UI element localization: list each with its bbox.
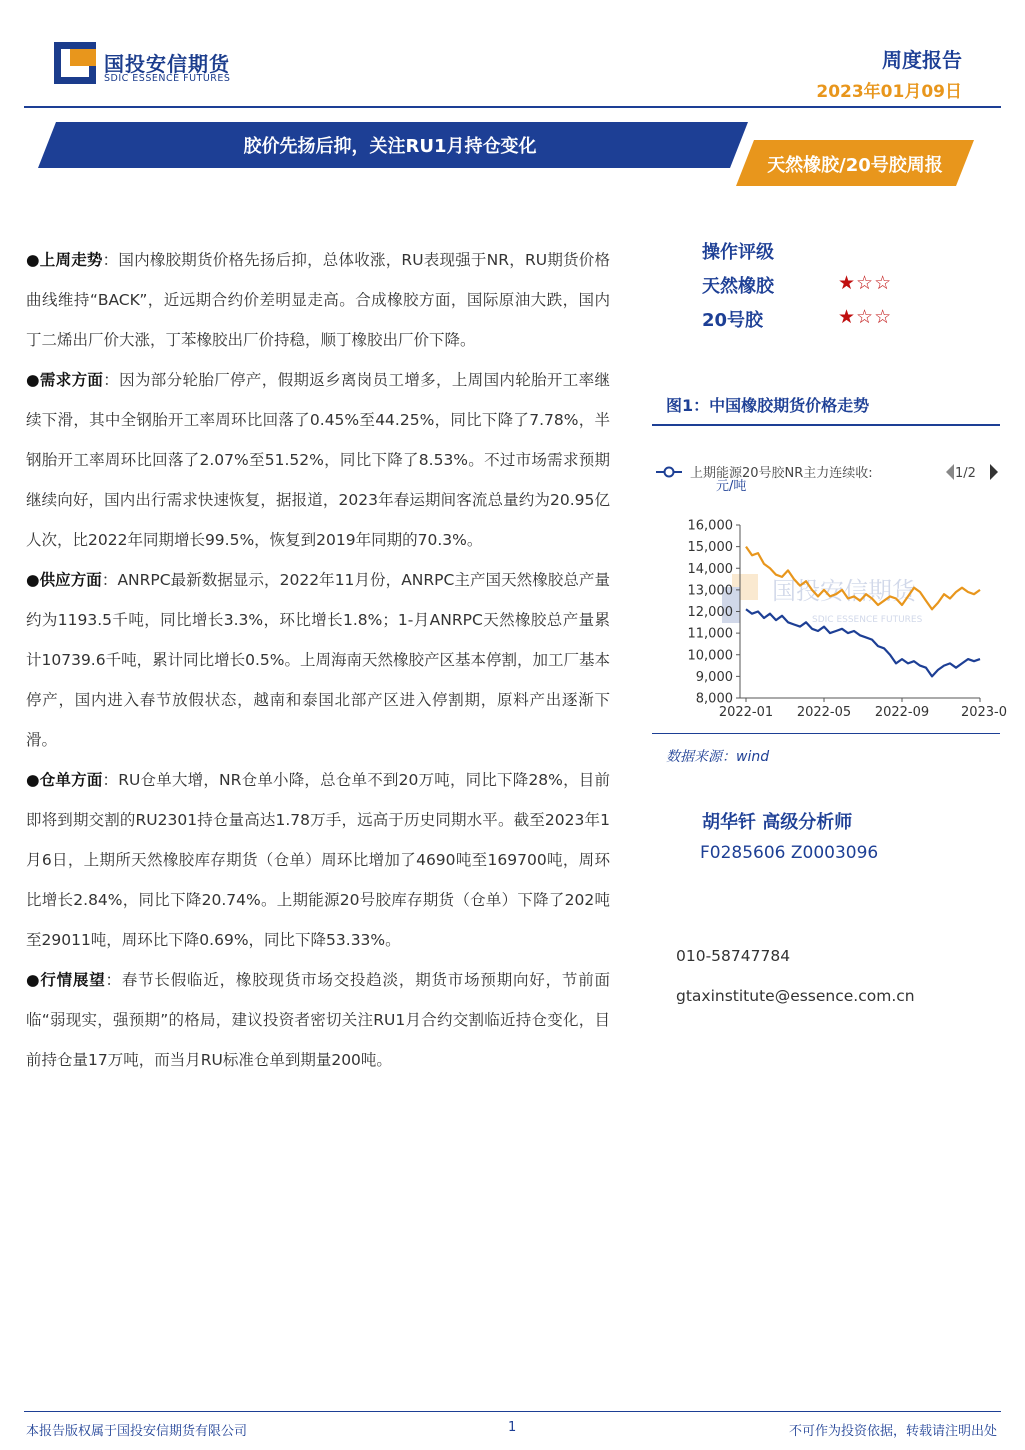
y-tick-label: 13,000 bbox=[687, 583, 733, 599]
report-date: 2023年01月09日 bbox=[816, 82, 962, 102]
x-tick-label: 2022-05 bbox=[796, 705, 852, 720]
footer-copyright: 本报告版权属于国投安信期货有限公司 bbox=[26, 1424, 248, 1439]
section-demand bbox=[26, 360, 610, 560]
section-text: ：春节长假临近，橡胶现货市场交投趋淡，期货市场预期向好，节前面临“弱现实，强预期”的格局，建议投资者密切关注RU1月合约交割临近持仓变化，目前持仓量17万吨，而当月RU标准仓单到期量200吨。 bbox=[26, 971, 610, 1069]
star-rating-icon: ★☆☆ bbox=[838, 272, 893, 294]
legend-pager: 1/2 bbox=[955, 466, 976, 481]
footer-disclaimer: 不可作为投资依据，转载请注明出处 bbox=[788, 1424, 997, 1439]
footer-divider bbox=[24, 1411, 1001, 1412]
report-type: 周度报告 bbox=[882, 48, 962, 72]
rating-title: 操作评级 bbox=[702, 242, 774, 263]
pager-prev-icon[interactable] bbox=[946, 464, 954, 480]
y-tick-label: 10,000 bbox=[687, 648, 733, 664]
star-rating-icon: ★☆☆ bbox=[838, 306, 893, 328]
logo-company-name-en: SDIC ESSENCE FUTURES bbox=[104, 73, 231, 84]
report-subtitle: 天然橡胶/20号胶周报 bbox=[767, 155, 943, 176]
legend-marker-icon bbox=[665, 468, 674, 477]
section-text: ：ANRPC最新数据显示，2022年11月份，ANRPC主产国天然橡胶总产量约为1193.5千吨，同比增长3.3%，环比增长1.8%；1-月ANRPC天然橡胶总产量累计10739.6千吨，累计同比增长0.5%。上周海南天然橡胶产区基本停割，加工厂基本停产，国内进入春节放假状态，越南和泰国北部产区进入停割期，原料产出逐渐下滑。 bbox=[26, 571, 611, 749]
y-tick-label: 16,000 bbox=[687, 518, 733, 534]
section-text: ：因为部分轮胎厂停产，假期返乡离岗员工增多，上周国内轮胎开工率继续下滑，其中全钢胎开工率周环比回落了0.45%至44.25%，同比下降了7.78%，半钢胎开工率周环比回落了2.07%至51.52%，同比下降了8.53%。不过市场需求预期继续向好，国内出行需求快速恢复，据报道，2023年春运期间客流总量约为20.95亿人次，比2022年同期增长99.5%，恢复到2019年同期的70.3%。 bbox=[26, 371, 610, 549]
rubber-price-chart bbox=[652, 452, 1008, 728]
y-tick-label: 11,000 bbox=[687, 626, 733, 642]
section-outlook bbox=[26, 960, 610, 1080]
analyst-certificate: F0285606 Z0003096 bbox=[700, 843, 879, 863]
pager-next-icon[interactable] bbox=[990, 464, 998, 480]
logo-company-name: 国投安信期货 bbox=[104, 52, 230, 76]
section-warrants bbox=[26, 760, 610, 960]
watermark-text: 国投安信期货 bbox=[772, 577, 916, 605]
section-text: ：国内橡胶期货价格先扬后抑，总体收涨，RU表现强于NR，RU期货价格曲线维持“BACK”，近远期合约价差明显走高。合成橡胶方面，国际原油大跌，国内丁二烯出厂价大涨，丁苯橡胶出厂价持稳，顺丁橡胶出厂价下降。 bbox=[26, 251, 610, 349]
rating-row-natural-rubber bbox=[702, 272, 922, 298]
x-tick-label: 2022-09 bbox=[874, 705, 930, 720]
contact-phone: 010-58747784 bbox=[676, 947, 791, 965]
section-last-week bbox=[26, 240, 610, 360]
section-label: ●需求方面 bbox=[26, 371, 104, 389]
rating-name: 天然橡胶 bbox=[702, 276, 774, 297]
y-tick-label: 8,000 bbox=[695, 691, 733, 707]
rating-row-tsr20 bbox=[702, 306, 922, 332]
y-tick-label: 9,000 bbox=[695, 669, 733, 685]
watermark-text-en: SDIC ESSENCE FUTURES bbox=[812, 615, 923, 625]
y-tick-label: 14,000 bbox=[687, 561, 733, 577]
y-tick-label: 15,000 bbox=[687, 540, 733, 556]
x-tick-label: 2023-0 bbox=[960, 705, 1008, 720]
rating-name: 20号胶 bbox=[702, 310, 764, 331]
section-label: ●供应方面 bbox=[26, 571, 102, 589]
header-divider bbox=[24, 106, 1001, 108]
legend-label: 上期能源20号胶NR主力连续收: bbox=[690, 466, 873, 481]
company-logo-icon bbox=[54, 42, 96, 84]
x-tick-label: 2022-01 bbox=[718, 705, 774, 720]
section-text: ：RU仓单大增，NR仓单小降，总仓单不到20万吨，同比下降28%，目前即将到期交割的RU2301持仓量高达1.78万手，远高于历史同期水平。截至2023年1月6日，上期所天然橡胶库存期货（仓单）周环比增加了4690吨至169700吨，周环比增长2.84%，同比下降20.74%。上期能源20号胶库存期货（仓单）下降了202吨至29011吨，周环比下降0.69%，同比下降53.33%。 bbox=[26, 771, 610, 949]
contact-email[interactable]: gtaxinstitute@essence.com.cn bbox=[676, 987, 915, 1005]
report-body bbox=[26, 240, 610, 1080]
figure-title: 图1：中国橡胶期货价格走势 bbox=[666, 396, 870, 415]
figure-top-rule bbox=[652, 424, 1000, 426]
section-label: ●行情展望 bbox=[26, 971, 106, 989]
figure-bottom-rule bbox=[652, 733, 1000, 734]
section-label: ●仓单方面 bbox=[26, 771, 103, 789]
report-title: 胶价先扬后抑，关注RU1月持仓变化 bbox=[243, 136, 537, 157]
analyst-name: 胡华钎 高级分析师 bbox=[702, 812, 853, 833]
watermark bbox=[722, 574, 923, 625]
section-label: ●上周走势 bbox=[26, 251, 103, 269]
page-number: 1 bbox=[508, 1420, 517, 1435]
data-source: 数据来源：wind bbox=[666, 749, 770, 765]
y-axis-unit: 元/吨 bbox=[716, 479, 747, 494]
y-tick-label: 12,000 bbox=[687, 605, 733, 620]
section-supply bbox=[26, 560, 610, 760]
